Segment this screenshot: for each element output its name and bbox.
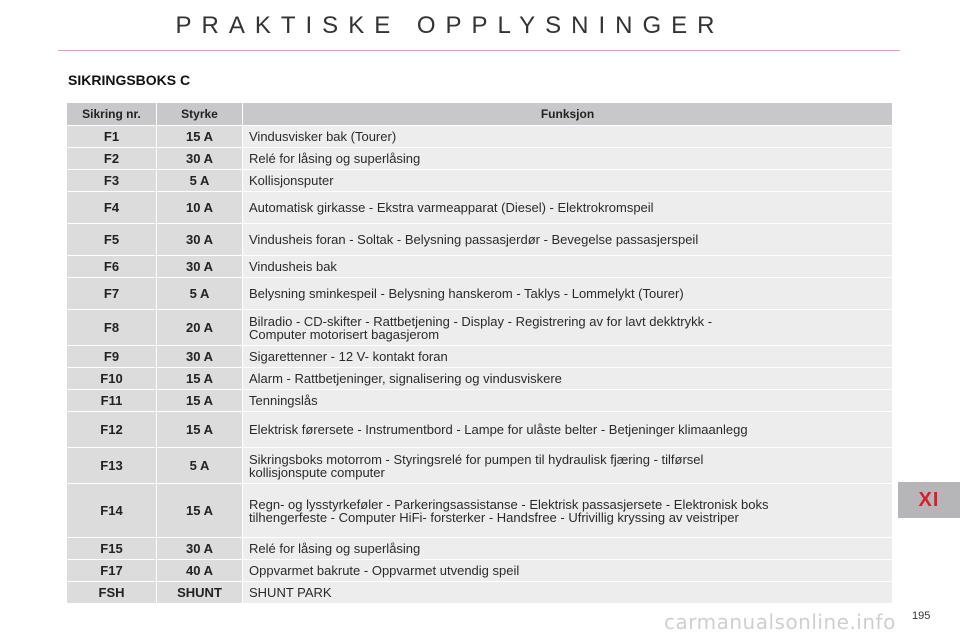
page-title: PRAKTISKE OPPLYSNINGER [175, 12, 725, 39]
fuse-rating-cell: 5 A [157, 448, 243, 484]
fuse-rating-cell: 15 A [157, 368, 243, 390]
fuse-rating-cell: 30 A [157, 148, 243, 170]
fuse-number-cell: F12 [67, 412, 157, 448]
fuse-function-cell [243, 256, 893, 278]
fuse-number-cell: F1 [67, 126, 157, 148]
table-row [67, 560, 893, 582]
fuse-rating-cell: 10 A [157, 192, 243, 224]
table-header-row [67, 103, 893, 126]
fuse-rating-cell: 40 A [157, 560, 243, 582]
fuse-number-cell: F8 [67, 310, 157, 346]
fuse-function-line: Oppvarmet bakrute - Oppvarmet utvendig speil [249, 563, 520, 578]
table-row [67, 192, 893, 224]
table-row [67, 256, 893, 278]
fuse-function-cell [243, 310, 893, 346]
table-row [67, 278, 893, 310]
fuse-number-cell: F7 [67, 278, 157, 310]
fuse-number-cell: F5 [67, 224, 157, 256]
table-row [67, 126, 893, 148]
fuse-number-cell: F6 [67, 256, 157, 278]
header-rating: Styrke [157, 103, 243, 126]
fuse-function-line: Sigarettenner - 12 V- kontakt foran [249, 349, 448, 364]
fuse-function-line: Alarm - Rattbetjeninger, signalisering og vindusviskere [249, 371, 562, 386]
fuse-function-line: Relé for låsing og superlåsing [249, 541, 421, 556]
fuse-number-cell: F17 [67, 560, 157, 582]
fuse-function-cell [243, 560, 893, 582]
fuse-number-cell: F13 [67, 448, 157, 484]
header-fuse-number: Sikring nr. [67, 103, 157, 126]
fuse-function-line: Bilradio - CD-skifter - Rattbetjening - Display - Registrering av for lavt dekktrykk - [249, 313, 713, 329]
table-row [67, 538, 893, 560]
fuse-number-cell: F9 [67, 346, 157, 368]
fuse-function-cell [243, 278, 893, 310]
fuse-function-line: Regn- og lysstyrkeføler - Parkeringsassistanse - Elektrisk passasjersete - Elektronisk boks [249, 496, 769, 512]
fuse-rating-cell: 30 A [157, 256, 243, 278]
fuse-rating-cell: 15 A [157, 412, 243, 448]
table-row [67, 484, 893, 538]
page-number: 195 [912, 610, 931, 622]
fuse-rating-cell: 30 A [157, 538, 243, 560]
table-row [67, 448, 893, 484]
fuse-function-cell [243, 582, 893, 604]
header-function: Funksjon [243, 103, 893, 126]
fuse-function-line: SHUNT PARK [249, 585, 332, 600]
section-title: SIKRINGSBOKS C [68, 72, 191, 88]
fuse-function-line: Vindusheis foran - Soltak - Belysning passasjerdør - Bevegelse passasjerspeil [249, 232, 699, 247]
table-row [67, 148, 893, 170]
fuse-function-line: Computer motorisert bagasjerom [249, 326, 440, 342]
fuse-number-cell: F3 [67, 170, 157, 192]
table-row [67, 346, 893, 368]
fuse-function-cell [243, 484, 893, 538]
fuse-number-cell: F11 [67, 390, 157, 412]
fuse-function-line: Sikringsboks motorrom - Styringsrelé for pumpen til hydraulisk fjæring - tilførsel [249, 451, 704, 467]
table-row [67, 582, 893, 604]
fuse-function-line: Automatisk girkasse - Ekstra varmeapparat (Diesel) - Elektrokromspeil [249, 200, 654, 215]
fuse-rating-cell: 5 A [157, 278, 243, 310]
fuse-number-cell: F15 [67, 538, 157, 560]
fuse-function-line: Elektrisk førersete - Instrumentbord - Lampe for ulåste belter - Betjeninger klimaanlegg [249, 422, 748, 437]
fuse-function-line: Vindusvisker bak (Tourer) [249, 129, 397, 144]
fuse-function-line: Kollisjonsputer [249, 173, 334, 188]
fuse-function-cell [243, 126, 893, 148]
fuse-function-cell [243, 368, 893, 390]
fuse-function-line: kollisjonspute computer [249, 464, 385, 480]
fuse-function-line: Tenningslås [249, 393, 318, 408]
fuse-rating-cell: 30 A [157, 346, 243, 368]
fuse-function-cell [243, 538, 893, 560]
fuse-number-cell: F2 [67, 148, 157, 170]
fuse-rating-cell: 5 A [157, 170, 243, 192]
table-row [67, 310, 893, 346]
watermark: carmanualsonline.info [664, 610, 896, 634]
fuse-function-line: Vindusheis bak [249, 259, 337, 274]
title-divider [58, 50, 900, 51]
fuse-function-cell [243, 390, 893, 412]
fuse-number-cell: F10 [67, 368, 157, 390]
fuse-number-cell: F14 [67, 484, 157, 538]
fuse-function-line: Belysning sminkespeil - Belysning hanskerom - Taklys - Lommelykt (Tourer) [249, 286, 684, 301]
fuse-rating-cell: 20 A [157, 310, 243, 346]
fuse-rating-cell: 15 A [157, 390, 243, 412]
fuse-number-cell: FSH [67, 582, 157, 604]
chapter-tab[interactable]: XI [898, 482, 960, 518]
fuse-table [66, 102, 893, 604]
fuse-function-line: tilhengerfeste - Computer HiFi- forsterker - Handsfree - Ufrivillig kryssing av veistriper [249, 509, 739, 525]
fuse-function-cell [243, 192, 893, 224]
fuse-function-line: Relé for låsing og superlåsing [249, 151, 421, 166]
fuse-rating-cell: 30 A [157, 224, 243, 256]
table-row [67, 368, 893, 390]
fuse-function-cell [243, 412, 893, 448]
table-row [67, 412, 893, 448]
table-row [67, 224, 893, 256]
table-row [67, 390, 893, 412]
fuse-rating-cell: 15 A [157, 484, 243, 538]
table-row [67, 170, 893, 192]
fuse-number-cell: F4 [67, 192, 157, 224]
fuse-function-cell [243, 148, 893, 170]
fuse-function-cell [243, 448, 893, 484]
fuse-function-cell [243, 170, 893, 192]
fuse-function-cell [243, 224, 893, 256]
fuse-rating-cell: 15 A [157, 126, 243, 148]
fuse-rating-cell: SHUNT [157, 582, 243, 604]
fuse-function-cell [243, 346, 893, 368]
